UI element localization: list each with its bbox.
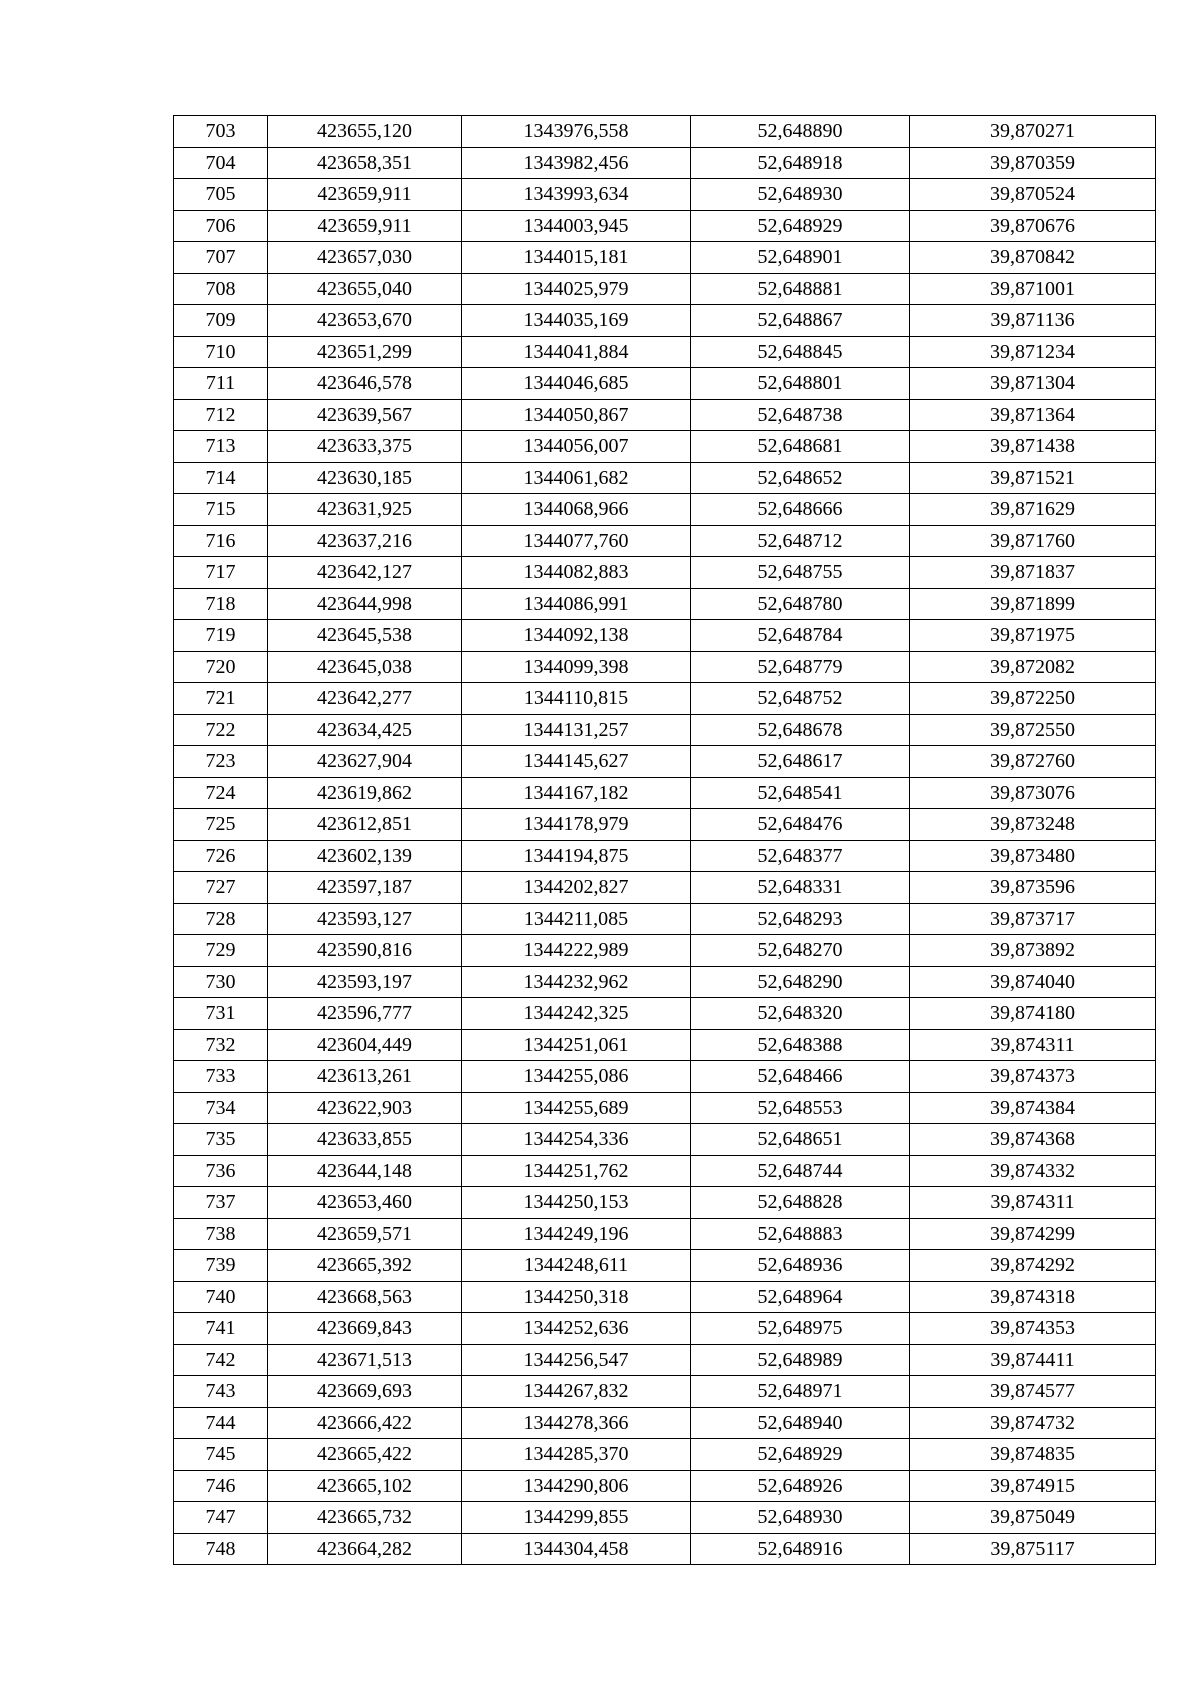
x-coordinate-cell: 423671,513 [268, 1344, 462, 1376]
point-number-cell: 734 [174, 1092, 268, 1124]
y-coordinate-cell: 1344248,611 [462, 1250, 691, 1282]
x-coordinate-cell: 423669,843 [268, 1313, 462, 1345]
longitude-cell: 39,871837 [910, 557, 1156, 589]
point-number-cell: 708 [174, 273, 268, 305]
point-number-cell: 719 [174, 620, 268, 652]
longitude-cell: 39,870676 [910, 210, 1156, 242]
x-coordinate-cell: 423612,851 [268, 809, 462, 841]
latitude-cell: 52,648940 [691, 1407, 910, 1439]
latitude-cell: 52,648936 [691, 1250, 910, 1282]
longitude-cell: 39,871899 [910, 588, 1156, 620]
latitude-cell: 52,648541 [691, 777, 910, 809]
longitude-cell: 39,874915 [910, 1470, 1156, 1502]
longitude-cell: 39,874311 [910, 1187, 1156, 1219]
point-number-cell: 711 [174, 368, 268, 400]
point-number-cell: 748 [174, 1533, 268, 1565]
longitude-cell: 39,871364 [910, 399, 1156, 431]
longitude-cell: 39,874732 [910, 1407, 1156, 1439]
table-row [174, 431, 1156, 463]
point-number-cell: 706 [174, 210, 268, 242]
point-number-cell: 729 [174, 935, 268, 967]
table-row [174, 966, 1156, 998]
table-row [174, 588, 1156, 620]
y-coordinate-cell: 1343993,634 [462, 179, 691, 211]
longitude-cell: 39,874368 [910, 1124, 1156, 1156]
longitude-cell: 39,871234 [910, 336, 1156, 368]
x-coordinate-cell: 423642,127 [268, 557, 462, 589]
table-row [174, 273, 1156, 305]
table-row [174, 1407, 1156, 1439]
y-coordinate-cell: 1344255,086 [462, 1061, 691, 1093]
x-coordinate-cell: 423644,998 [268, 588, 462, 620]
x-coordinate-cell: 423659,911 [268, 210, 462, 242]
longitude-cell: 39,870524 [910, 179, 1156, 211]
y-coordinate-cell: 1344110,815 [462, 683, 691, 715]
x-coordinate-cell: 423613,261 [268, 1061, 462, 1093]
x-coordinate-cell: 423645,538 [268, 620, 462, 652]
y-coordinate-cell: 1344099,398 [462, 651, 691, 683]
point-number-cell: 714 [174, 462, 268, 494]
latitude-cell: 52,648918 [691, 147, 910, 179]
table-row [174, 399, 1156, 431]
latitude-cell: 52,648845 [691, 336, 910, 368]
table-row [174, 525, 1156, 557]
y-coordinate-cell: 1344251,762 [462, 1155, 691, 1187]
point-number-cell: 723 [174, 746, 268, 778]
table-row [174, 1376, 1156, 1408]
point-number-cell: 741 [174, 1313, 268, 1345]
point-number-cell: 727 [174, 872, 268, 904]
point-number-cell: 738 [174, 1218, 268, 1250]
latitude-cell: 52,648930 [691, 1502, 910, 1534]
latitude-cell: 52,648975 [691, 1313, 910, 1345]
latitude-cell: 52,648678 [691, 714, 910, 746]
point-number-cell: 728 [174, 903, 268, 935]
x-coordinate-cell: 423665,732 [268, 1502, 462, 1534]
y-coordinate-cell: 1344167,182 [462, 777, 691, 809]
point-number-cell: 730 [174, 966, 268, 998]
table-row [174, 116, 1156, 148]
x-coordinate-cell: 423630,185 [268, 462, 462, 494]
table-row [174, 1250, 1156, 1282]
latitude-cell: 52,648780 [691, 588, 910, 620]
point-number-cell: 703 [174, 116, 268, 148]
longitude-cell: 39,873596 [910, 872, 1156, 904]
table-row [174, 746, 1156, 778]
y-coordinate-cell: 1344299,855 [462, 1502, 691, 1534]
table-row [174, 714, 1156, 746]
coordinates-table-body [174, 116, 1156, 1565]
longitude-cell: 39,874577 [910, 1376, 1156, 1408]
longitude-cell: 39,872082 [910, 651, 1156, 683]
longitude-cell: 39,871521 [910, 462, 1156, 494]
table-row [174, 1092, 1156, 1124]
point-number-cell: 742 [174, 1344, 268, 1376]
longitude-cell: 39,873076 [910, 777, 1156, 809]
table-row [174, 998, 1156, 1030]
x-coordinate-cell: 423655,120 [268, 116, 462, 148]
table-row [174, 1124, 1156, 1156]
x-coordinate-cell: 423669,693 [268, 1376, 462, 1408]
y-coordinate-cell: 1344178,979 [462, 809, 691, 841]
latitude-cell: 52,648466 [691, 1061, 910, 1093]
longitude-cell: 39,871629 [910, 494, 1156, 526]
point-number-cell: 724 [174, 777, 268, 809]
table-row [174, 1533, 1156, 1565]
longitude-cell: 39,874411 [910, 1344, 1156, 1376]
latitude-cell: 52,648929 [691, 210, 910, 242]
longitude-cell: 39,871975 [910, 620, 1156, 652]
longitude-cell: 39,874040 [910, 966, 1156, 998]
x-coordinate-cell: 423633,855 [268, 1124, 462, 1156]
latitude-cell: 52,648883 [691, 1218, 910, 1250]
x-coordinate-cell: 423655,040 [268, 273, 462, 305]
longitude-cell: 39,872250 [910, 683, 1156, 715]
y-coordinate-cell: 1343976,558 [462, 116, 691, 148]
x-coordinate-cell: 423622,903 [268, 1092, 462, 1124]
point-number-cell: 747 [174, 1502, 268, 1534]
point-number-cell: 737 [174, 1187, 268, 1219]
point-number-cell: 746 [174, 1470, 268, 1502]
table-row [174, 1029, 1156, 1061]
table-row [174, 1313, 1156, 1345]
longitude-cell: 39,872550 [910, 714, 1156, 746]
longitude-cell: 39,870842 [910, 242, 1156, 274]
point-number-cell: 715 [174, 494, 268, 526]
table-row [174, 1470, 1156, 1502]
table-row [174, 840, 1156, 872]
latitude-cell: 52,648916 [691, 1533, 910, 1565]
longitude-cell: 39,874311 [910, 1029, 1156, 1061]
point-number-cell: 721 [174, 683, 268, 715]
x-coordinate-cell: 423659,571 [268, 1218, 462, 1250]
y-coordinate-cell: 1344082,883 [462, 557, 691, 589]
x-coordinate-cell: 423637,216 [268, 525, 462, 557]
point-number-cell: 722 [174, 714, 268, 746]
point-number-cell: 745 [174, 1439, 268, 1471]
table-row [174, 368, 1156, 400]
table-row [174, 777, 1156, 809]
latitude-cell: 52,648553 [691, 1092, 910, 1124]
longitude-cell: 39,873717 [910, 903, 1156, 935]
x-coordinate-cell: 423653,670 [268, 305, 462, 337]
x-coordinate-cell: 423593,197 [268, 966, 462, 998]
point-number-cell: 735 [174, 1124, 268, 1156]
y-coordinate-cell: 1344256,547 [462, 1344, 691, 1376]
longitude-cell: 39,875049 [910, 1502, 1156, 1534]
longitude-cell: 39,873892 [910, 935, 1156, 967]
x-coordinate-cell: 423590,816 [268, 935, 462, 967]
y-coordinate-cell: 1344304,458 [462, 1533, 691, 1565]
longitude-cell: 39,875117 [910, 1533, 1156, 1565]
y-coordinate-cell: 1344050,867 [462, 399, 691, 431]
point-number-cell: 740 [174, 1281, 268, 1313]
x-coordinate-cell: 423668,563 [268, 1281, 462, 1313]
latitude-cell: 52,648784 [691, 620, 910, 652]
latitude-cell: 52,648926 [691, 1470, 910, 1502]
point-number-cell: 736 [174, 1155, 268, 1187]
latitude-cell: 52,648801 [691, 368, 910, 400]
longitude-cell: 39,871136 [910, 305, 1156, 337]
x-coordinate-cell: 423666,422 [268, 1407, 462, 1439]
y-coordinate-cell: 1344250,318 [462, 1281, 691, 1313]
latitude-cell: 52,648881 [691, 273, 910, 305]
y-coordinate-cell: 1344242,325 [462, 998, 691, 1030]
x-coordinate-cell: 423665,422 [268, 1439, 462, 1471]
latitude-cell: 52,648971 [691, 1376, 910, 1408]
latitude-cell: 52,648377 [691, 840, 910, 872]
point-number-cell: 744 [174, 1407, 268, 1439]
latitude-cell: 52,648752 [691, 683, 910, 715]
y-coordinate-cell: 1344252,636 [462, 1313, 691, 1345]
table-row [174, 872, 1156, 904]
point-number-cell: 712 [174, 399, 268, 431]
table-row [174, 462, 1156, 494]
y-coordinate-cell: 1344086,991 [462, 588, 691, 620]
longitude-cell: 39,874835 [910, 1439, 1156, 1471]
table-row [174, 683, 1156, 715]
longitude-cell: 39,874373 [910, 1061, 1156, 1093]
latitude-cell: 52,648651 [691, 1124, 910, 1156]
x-coordinate-cell: 423665,392 [268, 1250, 462, 1282]
point-number-cell: 726 [174, 840, 268, 872]
table-row [174, 494, 1156, 526]
x-coordinate-cell: 423651,299 [268, 336, 462, 368]
y-coordinate-cell: 1344025,979 [462, 273, 691, 305]
latitude-cell: 52,648867 [691, 305, 910, 337]
table-row [174, 1061, 1156, 1093]
latitude-cell: 52,648331 [691, 872, 910, 904]
y-coordinate-cell: 1344194,875 [462, 840, 691, 872]
y-coordinate-cell: 1344056,007 [462, 431, 691, 463]
y-coordinate-cell: 1344249,196 [462, 1218, 691, 1250]
latitude-cell: 52,648828 [691, 1187, 910, 1219]
x-coordinate-cell: 423644,148 [268, 1155, 462, 1187]
point-number-cell: 718 [174, 588, 268, 620]
table-row [174, 242, 1156, 274]
y-coordinate-cell: 1344061,682 [462, 462, 691, 494]
latitude-cell: 52,648320 [691, 998, 910, 1030]
y-coordinate-cell: 1344255,689 [462, 1092, 691, 1124]
latitude-cell: 52,648290 [691, 966, 910, 998]
longitude-cell: 39,874292 [910, 1250, 1156, 1282]
x-coordinate-cell: 423646,578 [268, 368, 462, 400]
x-coordinate-cell: 423597,187 [268, 872, 462, 904]
y-coordinate-cell: 1344003,945 [462, 210, 691, 242]
x-coordinate-cell: 423664,282 [268, 1533, 462, 1565]
x-coordinate-cell: 423627,904 [268, 746, 462, 778]
latitude-cell: 52,648681 [691, 431, 910, 463]
x-coordinate-cell: 423604,449 [268, 1029, 462, 1061]
x-coordinate-cell: 423619,862 [268, 777, 462, 809]
y-coordinate-cell: 1344046,685 [462, 368, 691, 400]
latitude-cell: 52,648901 [691, 242, 910, 274]
table-row [174, 305, 1156, 337]
longitude-cell: 39,874353 [910, 1313, 1156, 1345]
longitude-cell: 39,873480 [910, 840, 1156, 872]
latitude-cell: 52,648617 [691, 746, 910, 778]
y-coordinate-cell: 1344251,061 [462, 1029, 691, 1061]
y-coordinate-cell: 1344041,884 [462, 336, 691, 368]
table-row [174, 1502, 1156, 1534]
longitude-cell: 39,871304 [910, 368, 1156, 400]
table-row [174, 1439, 1156, 1471]
table-row [174, 210, 1156, 242]
x-coordinate-cell: 423634,425 [268, 714, 462, 746]
point-number-cell: 732 [174, 1029, 268, 1061]
y-coordinate-cell: 1344202,827 [462, 872, 691, 904]
latitude-cell: 52,648744 [691, 1155, 910, 1187]
latitude-cell: 52,648666 [691, 494, 910, 526]
table-row [174, 1344, 1156, 1376]
longitude-cell: 39,874299 [910, 1218, 1156, 1250]
x-coordinate-cell: 423639,567 [268, 399, 462, 431]
point-number-cell: 733 [174, 1061, 268, 1093]
point-number-cell: 705 [174, 179, 268, 211]
x-coordinate-cell: 423658,351 [268, 147, 462, 179]
x-coordinate-cell: 423645,038 [268, 651, 462, 683]
x-coordinate-cell: 423659,911 [268, 179, 462, 211]
table-row [174, 809, 1156, 841]
y-coordinate-cell: 1344131,257 [462, 714, 691, 746]
y-coordinate-cell: 1344015,181 [462, 242, 691, 274]
table-row [174, 336, 1156, 368]
longitude-cell: 39,871001 [910, 273, 1156, 305]
latitude-cell: 52,648964 [691, 1281, 910, 1313]
point-number-cell: 709 [174, 305, 268, 337]
y-coordinate-cell: 1344267,832 [462, 1376, 691, 1408]
longitude-cell: 39,874180 [910, 998, 1156, 1030]
coordinates-table [173, 115, 1156, 1565]
x-coordinate-cell: 423596,777 [268, 998, 462, 1030]
x-coordinate-cell: 423665,102 [268, 1470, 462, 1502]
y-coordinate-cell: 1344035,169 [462, 305, 691, 337]
x-coordinate-cell: 423653,460 [268, 1187, 462, 1219]
latitude-cell: 52,648712 [691, 525, 910, 557]
point-number-cell: 720 [174, 651, 268, 683]
longitude-cell: 39,870359 [910, 147, 1156, 179]
longitude-cell: 39,874332 [910, 1155, 1156, 1187]
latitude-cell: 52,648755 [691, 557, 910, 589]
table-row [174, 1218, 1156, 1250]
point-number-cell: 731 [174, 998, 268, 1030]
table-row [174, 903, 1156, 935]
table-row [174, 1281, 1156, 1313]
x-coordinate-cell: 423657,030 [268, 242, 462, 274]
latitude-cell: 52,648476 [691, 809, 910, 841]
y-coordinate-cell: 1344254,336 [462, 1124, 691, 1156]
y-coordinate-cell: 1344068,966 [462, 494, 691, 526]
y-coordinate-cell: 1344278,366 [462, 1407, 691, 1439]
latitude-cell: 52,648989 [691, 1344, 910, 1376]
y-coordinate-cell: 1344232,962 [462, 966, 691, 998]
latitude-cell: 52,648779 [691, 651, 910, 683]
point-number-cell: 717 [174, 557, 268, 589]
longitude-cell: 39,871760 [910, 525, 1156, 557]
table-row [174, 1187, 1156, 1219]
y-coordinate-cell: 1343982,456 [462, 147, 691, 179]
latitude-cell: 52,648652 [691, 462, 910, 494]
point-number-cell: 743 [174, 1376, 268, 1408]
table-row [174, 651, 1156, 683]
y-coordinate-cell: 1344250,153 [462, 1187, 691, 1219]
y-coordinate-cell: 1344290,806 [462, 1470, 691, 1502]
point-number-cell: 710 [174, 336, 268, 368]
point-number-cell: 707 [174, 242, 268, 274]
longitude-cell: 39,871438 [910, 431, 1156, 463]
longitude-cell: 39,873248 [910, 809, 1156, 841]
point-number-cell: 739 [174, 1250, 268, 1282]
y-coordinate-cell: 1344211,085 [462, 903, 691, 935]
latitude-cell: 52,648929 [691, 1439, 910, 1471]
longitude-cell: 39,874318 [910, 1281, 1156, 1313]
latitude-cell: 52,648270 [691, 935, 910, 967]
table-row [174, 557, 1156, 589]
point-number-cell: 716 [174, 525, 268, 557]
y-coordinate-cell: 1344145,627 [462, 746, 691, 778]
latitude-cell: 52,648890 [691, 116, 910, 148]
longitude-cell: 39,874384 [910, 1092, 1156, 1124]
table-row [174, 179, 1156, 211]
y-coordinate-cell: 1344092,138 [462, 620, 691, 652]
x-coordinate-cell: 423593,127 [268, 903, 462, 935]
x-coordinate-cell: 423631,925 [268, 494, 462, 526]
point-number-cell: 713 [174, 431, 268, 463]
latitude-cell: 52,648293 [691, 903, 910, 935]
x-coordinate-cell: 423633,375 [268, 431, 462, 463]
table-row [174, 620, 1156, 652]
table-row [174, 147, 1156, 179]
point-number-cell: 725 [174, 809, 268, 841]
latitude-cell: 52,648388 [691, 1029, 910, 1061]
y-coordinate-cell: 1344222,989 [462, 935, 691, 967]
longitude-cell: 39,870271 [910, 116, 1156, 148]
x-coordinate-cell: 423602,139 [268, 840, 462, 872]
x-coordinate-cell: 423642,277 [268, 683, 462, 715]
table-row [174, 935, 1156, 967]
point-number-cell: 704 [174, 147, 268, 179]
latitude-cell: 52,648738 [691, 399, 910, 431]
longitude-cell: 39,872760 [910, 746, 1156, 778]
table-row [174, 1155, 1156, 1187]
latitude-cell: 52,648930 [691, 179, 910, 211]
y-coordinate-cell: 1344285,370 [462, 1439, 691, 1471]
y-coordinate-cell: 1344077,760 [462, 525, 691, 557]
